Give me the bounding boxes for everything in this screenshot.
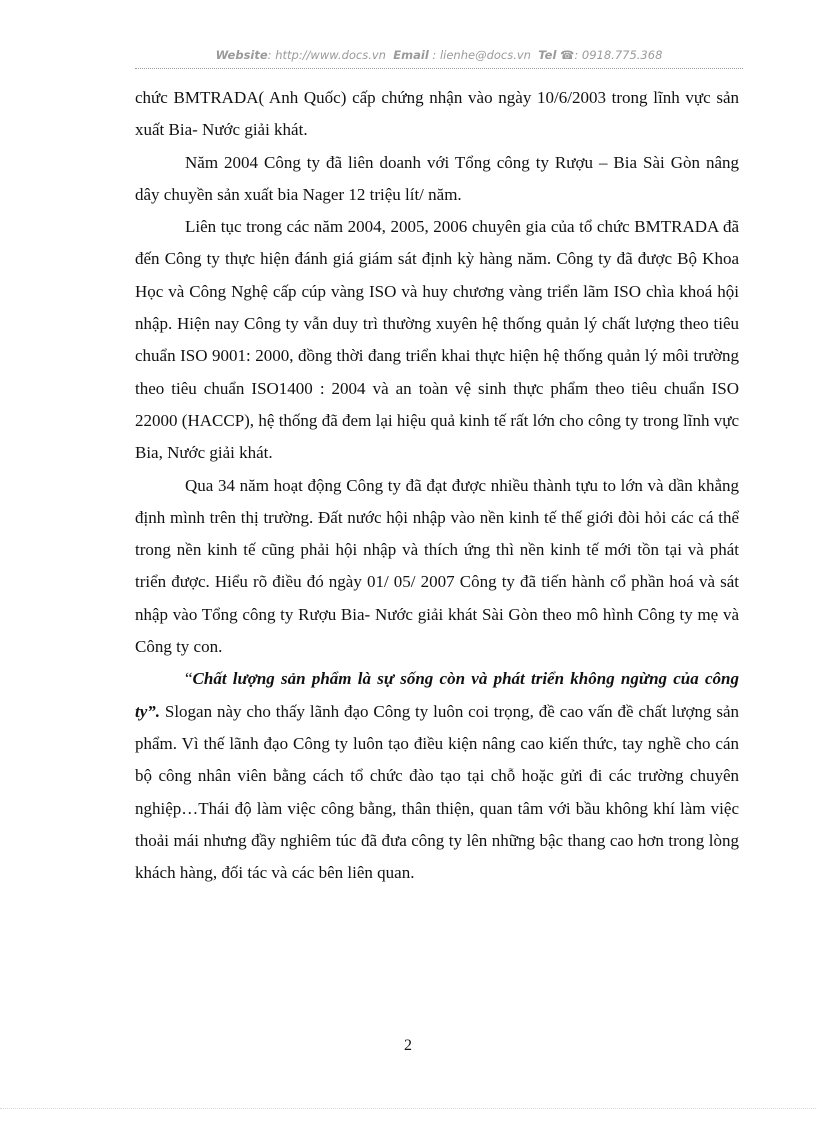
email-value: : lienhe@docs.vn bbox=[428, 48, 531, 62]
paragraph-4: Qua 34 năm hoạt động Công ty đã đạt được nhiều thành tựu to lớn và dần khẳng định mình trên thị trường. Đất nước hội nhập vào nền kinh tế thế giới đòi hỏi các cá thể trong nền kinh tế cũng phải hội nhập và thích ứng thì nền kinh tế mới tồn tại và phát triển được. Hiểu rõ điều đó ngày 01/ 05/ 2007 Công ty đã tiến hành cổ phần hoá và sát nhập vào Tổng công ty Rượu Bia- Nước giải khát Sài Gòn theo mô hình Công ty mẹ và Công ty con. bbox=[135, 475, 739, 657]
website-value: : http://www.docs.vn bbox=[267, 48, 386, 62]
paragraph-1: chức BMTRADA( Anh Quốc) cấp chứng nhận vào ngày 10/6/2003 trong lĩnh vực sản xuất Bia- Nước giải khát. bbox=[135, 88, 739, 140]
slogan-text: Chất lượng sản phẩm là sự sống còn và phát triển không ngừng của công ty bbox=[135, 669, 739, 721]
tel-label: Tel bbox=[538, 48, 557, 62]
paragraph-5 bbox=[135, 663, 739, 889]
page-number: 2 bbox=[404, 1037, 412, 1054]
document-body bbox=[135, 82, 739, 889]
phone-icon: ☎ bbox=[560, 48, 575, 62]
paragraph-2: Năm 2004 Công ty đã liên doanh với Tổng công ty Rượu – Bia Sài Gòn nâng dây chuyền sản xuất bia Nager 12 triệu lít/ năm. bbox=[135, 152, 739, 204]
close-quote: ”. bbox=[147, 701, 161, 721]
open-quote: “ bbox=[185, 669, 193, 689]
paragraph-5-rest: Slogan này cho thấy lãnh đạo Công ty luôn coi trọng, đề cao vấn đề chất lượng sản phẩm. Vì thế lãnh đạo Công ty luôn tạo điều kiện nâng cao kiến thức, tay nghề cho cán bộ công nhân viên bằng cách tổ chức đào tạo tại chỗ hoặc gửi đi các trường chuyên nghiệp…Thái độ làm việc công bằng, thân thiện, quan tâm với bầu không khí làm việc thoải mái nhưng đầy nghiêm túc đã đưa công ty lên những bậc thang cao hơn trong lòng khách hàng, đối tác và các bên liên quan. bbox=[135, 701, 739, 883]
footer-divider bbox=[0, 1108, 816, 1109]
website-label: Website bbox=[215, 48, 268, 62]
email-label: Email bbox=[393, 48, 429, 62]
paragraph-3: Liên tục trong các năm 2004, 2005, 2006 chuyên gia của tổ chức BMTRADA đã đến Công ty thực hiện đánh giá giám sát định kỳ hàng năm. Công ty đã được Bộ Khoa Học và Công Nghệ cấp cúp vàng ISO và huy chương vàng triển lãm ISO chìa khoá hội nhập. Hiện nay Công ty vẫn duy trì thường xuyên hệ thống quản lý chất lượng theo tiêu chuẩn ISO 9001: 2000, đồng thời đang triển khai thực hiện hệ thống quản lý môi trường theo tiêu chuẩn ISO1400 : 2004 và an toàn vệ sinh thực phẩm theo tiêu chuẩn ISO 22000 (HACCP), hệ thống đã đem lại hiệu quả kinh tế rất lớn cho công ty trong lĩnh vực Bia, Nước giải khát. bbox=[135, 217, 739, 463]
page-header bbox=[135, 46, 743, 69]
tel-value: : 0918.775.368 bbox=[574, 48, 663, 62]
